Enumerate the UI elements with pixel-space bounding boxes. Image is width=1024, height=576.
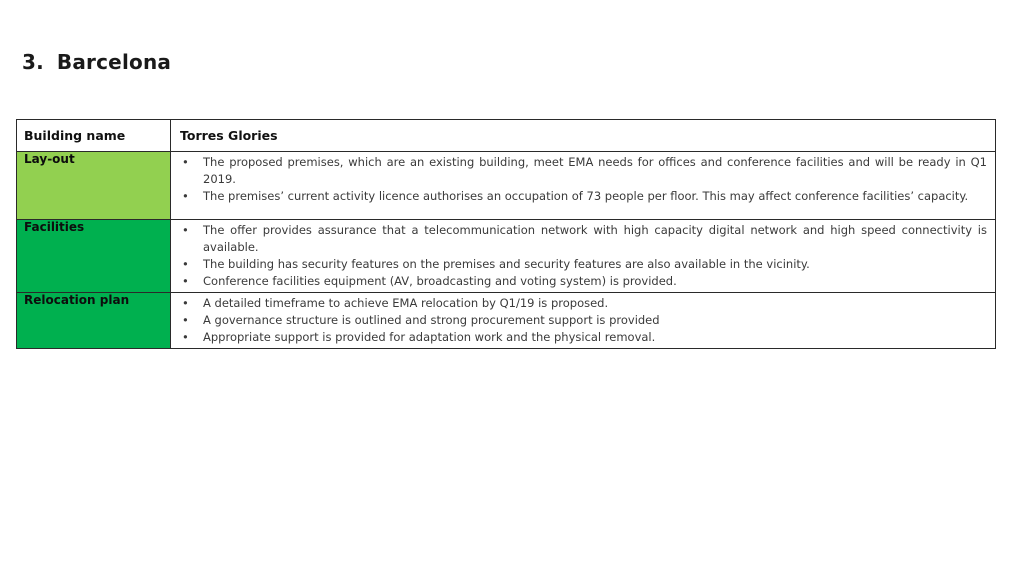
bullet-item: [171, 295, 987, 312]
header-building-name: Building name: [17, 120, 171, 152]
bullet-icon: •: [182, 330, 189, 344]
row-label-relocation-plan: Relocation plan: [17, 293, 171, 349]
bullet-item: [171, 329, 987, 346]
bullet-item: [171, 273, 987, 290]
bullet-icon: •: [182, 313, 189, 327]
heading-number: 3.: [22, 50, 44, 74]
bullet-item: [171, 312, 987, 329]
table-row-layout: [17, 152, 996, 220]
heading-text: Barcelona: [56, 50, 172, 74]
table-row-facilities: [17, 220, 996, 293]
bullet-icon: •: [182, 223, 189, 237]
bullet-text: The proposed premises, which are an existing building, meet EMA needs for offices and conference facilities and will be ready in Q1 2019.: [203, 155, 987, 186]
bullet-item: [171, 256, 987, 273]
header-building-value: Torres Glories: [171, 120, 996, 152]
row-label-facilities: Facilities: [17, 220, 171, 293]
bullet-icon: •: [182, 189, 189, 203]
bullet-text: The offer provides assurance that a telecommunication network with high capacity digital network and high speed connectivity is available.: [203, 223, 987, 254]
row-content-facilities: [171, 220, 996, 293]
bullet-icon: •: [182, 155, 189, 169]
building-info-table: [16, 119, 996, 349]
bullet-text: A governance structure is outlined and strong procurement support is provided: [203, 313, 660, 327]
bullet-icon: •: [182, 274, 189, 288]
table-row-relocation-plan: [17, 293, 996, 349]
bullet-item: [171, 154, 987, 188]
row-label-layout: Lay-out: [17, 152, 171, 220]
bullet-icon: •: [182, 257, 189, 271]
bullet-text: The premises’ current activity licence authorises an occupation of 73 people per floor. This may affect conference facilities’ capacity.: [203, 189, 969, 203]
row-content-layout: [171, 152, 996, 220]
bullet-text: Conference facilities equipment (AV, broadcasting and voting system) is provided.: [203, 274, 677, 288]
bullet-icon: •: [182, 296, 189, 310]
row-content-relocation-plan: [171, 293, 996, 349]
bullet-text: Appropriate support is provided for adaptation work and the physical removal.: [203, 330, 656, 344]
bullet-text: A detailed timeframe to achieve EMA relocation by Q1/19 is proposed.: [203, 296, 609, 310]
bullet-item: [171, 222, 987, 256]
table-header-row: [17, 120, 996, 152]
page-title: [22, 50, 171, 74]
bullet-item: [171, 188, 987, 205]
bullet-text: The building has security features on the premises and security features are also available in the vicinity.: [203, 257, 810, 271]
